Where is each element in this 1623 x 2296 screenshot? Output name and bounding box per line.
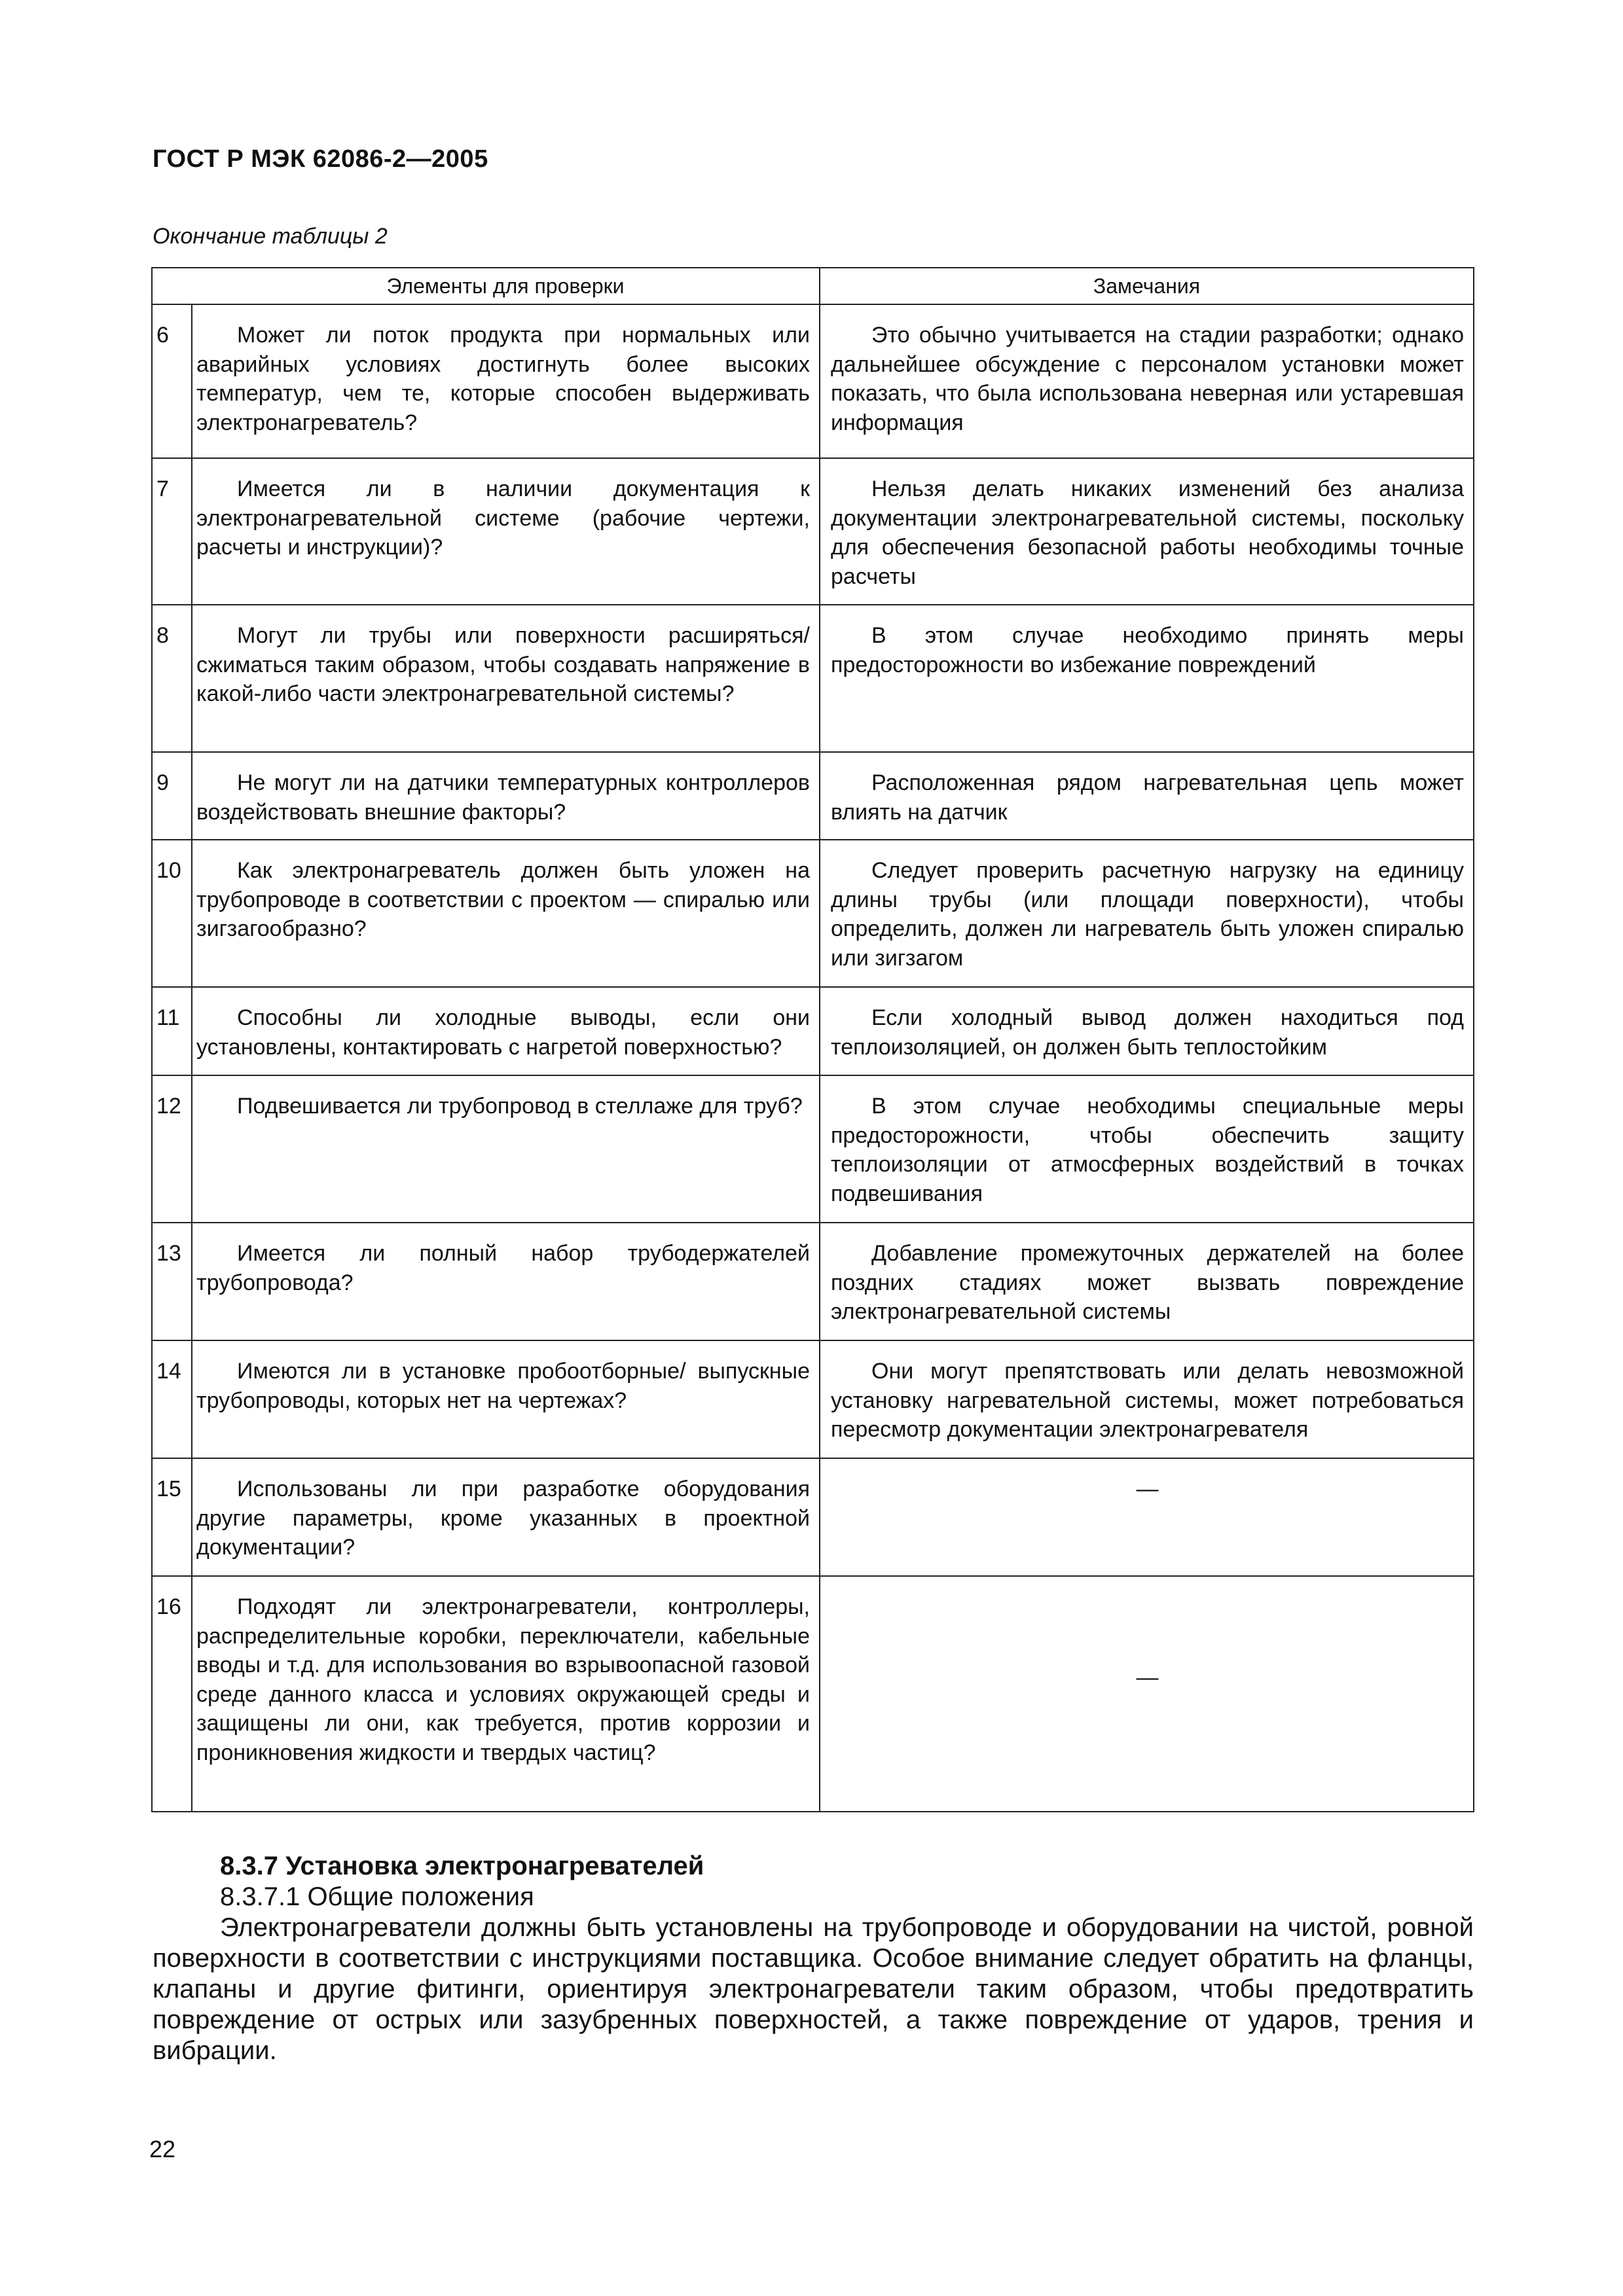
row-number: 11 <box>152 987 192 1075</box>
row-note-text: Расположенная рядом нагревательная цепь может влиять на датчик <box>831 770 1464 825</box>
row-note-text: Они могут препятствовать или делать невозможной установку нагревательной системы, может потребоваться пересмотр документации электронагревателя <box>831 1359 1464 1442</box>
row-note <box>820 605 1474 752</box>
row-note-text: Это обычно учитывается на стадии разработки; однако дальнейшее обсуждение с персоналом установки может показать, что была использована неверная или устаревшая информация <box>831 323 1464 435</box>
row-question-text: Могут ли трубы или поверхности расширяться/сжиматься таким образом, чтобы создавать напряжение в какой-либо части электронагревательной системы? <box>196 623 810 706</box>
table-row <box>152 752 1474 840</box>
section-paragraph: Электронагреватели должны быть установлены на трубопроводе и оборудовании на чистой, ровной поверхности в соответствии с инструкциями поставщика. Особое внимание следует обратить на фланцы, клапаны и другие фитинги, ориентируя электронагреватели таким образом, чтобы предотвратить повреждение от острых или зазубренных поверхностей, а также повреждение от ударов, трения и вибрации. <box>153 1913 1474 2065</box>
table-caption: Окончание таблицы 2 <box>153 224 388 249</box>
row-question-text: Подходят ли электронагреватели, контроллеры, распределительные коробки, переключатели, кабельные вводы и т.д. для использования во взрывоопасной газовой среде данного класса и условиях окружающей среды и защищены ли они, как требуется, против коррозии и проникновения жидкости и твердых частиц? <box>196 1594 810 1765</box>
row-number: 6 <box>152 304 192 458</box>
row-number: 12 <box>152 1075 192 1223</box>
row-question <box>192 1223 820 1340</box>
table-row <box>152 1223 1474 1340</box>
row-question-text: Способны ли холодные выводы, если они установлены, контактировать с нагретой поверхностью? <box>196 1005 810 1060</box>
row-question <box>192 304 820 458</box>
row-number: 10 <box>152 840 192 987</box>
row-note-text: Если холодный вывод должен находиться под теплоизоляцией, он должен быть теплостойким <box>831 1005 1464 1060</box>
document-designation: ГОСТ Р МЭК 62086-2—2005 <box>153 145 488 173</box>
row-note-text: В этом случае необходимо принять меры предосторожности во избежание повреждений <box>831 623 1464 677</box>
row-question-text: Использованы ли при разработке оборудования другие параметры, кроме указанных в проектной документации? <box>196 1477 810 1560</box>
table-row <box>152 1576 1474 1812</box>
header-items: Элементы для проверки <box>192 268 820 304</box>
row-question-text: Может ли поток продукта при нормальных или аварийных условиях достигнуть более высоких температур, чем те, которые способен выдерживать электронагреватель? <box>196 323 810 435</box>
row-note-text: В этом случае необходимы специальные меры предосторожности, чтобы обеспечить защиту теплоизоляции от атмосферных воздействий в точках подвешивания <box>831 1094 1464 1206</box>
section-body <box>153 1851 1474 2066</box>
table-row <box>152 304 1474 458</box>
row-note-text: Следует проверить расчетную нагрузку на единицу длины трубы (или площади поверхности), чтобы определить, должен ли нагреватель быть уложен спиралью или зигзагом <box>831 858 1464 971</box>
section-heading: 8.3.7 Установка электронагревателей <box>220 1852 704 1880</box>
table-row <box>152 1458 1474 1576</box>
table-row <box>152 1340 1474 1458</box>
row-note <box>820 840 1474 987</box>
row-note <box>820 1223 1474 1340</box>
row-question-text: Не могут ли на датчики температурных контроллеров воздействовать внешние факторы? <box>196 770 810 825</box>
row-question-text: Имеются ли в установке пробоотборные/ выпускные трубопроводы, которых нет на чертежах? <box>196 1359 810 1413</box>
table-row <box>152 605 1474 752</box>
row-number: 14 <box>152 1340 192 1458</box>
row-note-text: Добавление промежуточных держателей на более поздних стадиях может вызвать повреждение электронагревательной системы <box>831 1241 1464 1324</box>
row-number: 9 <box>152 752 192 840</box>
row-number: 16 <box>152 1576 192 1812</box>
header-number-cell <box>152 268 192 304</box>
row-question <box>192 752 820 840</box>
table-row <box>152 458 1474 605</box>
row-question-text: Имеется ли в наличии документация к электронагревательной системе (рабочие чертежи, расчеты и инструкции)? <box>196 476 810 560</box>
row-question <box>192 1576 820 1812</box>
table-row <box>152 1075 1474 1223</box>
table-row <box>152 987 1474 1075</box>
row-note <box>820 1075 1474 1223</box>
row-note <box>820 304 1474 458</box>
row-number: 8 <box>152 605 192 752</box>
checklist-table <box>151 267 1474 1812</box>
row-note <box>820 458 1474 605</box>
row-note <box>820 1576 1474 1812</box>
row-question <box>192 1340 820 1458</box>
row-question-text: Как электронагреватель должен быть уложен на трубопроводе в соответствии с проектом — спиралью или зигзагообразно? <box>196 858 810 941</box>
row-question <box>192 458 820 605</box>
row-note <box>820 1340 1474 1458</box>
header-notes: Замечания <box>820 268 1474 304</box>
row-question <box>192 840 820 987</box>
row-note-text: — <box>1136 1477 1159 1501</box>
row-question <box>192 987 820 1075</box>
row-note <box>820 752 1474 840</box>
row-note-text: Нельзя делать никаких изменений без анализа документации электронагревательной системы, поскольку для обеспечения безопасной работы необходимы точные расчеты <box>831 476 1464 589</box>
row-question <box>192 1075 820 1223</box>
row-note-text: — <box>1136 1664 1159 1690</box>
row-note <box>820 1458 1474 1576</box>
page-number: 22 <box>149 2136 176 2162</box>
row-question-text: Подвешивается ли трубопровод в стеллаже для труб? <box>237 1094 803 1119</box>
table-header-row <box>152 268 1474 304</box>
row-number: 7 <box>152 458 192 605</box>
section-subheading: 8.3.7.1 Общие положения <box>220 1882 534 1911</box>
row-note <box>820 987 1474 1075</box>
row-question <box>192 605 820 752</box>
row-number: 15 <box>152 1458 192 1576</box>
row-number: 13 <box>152 1223 192 1340</box>
row-question-text: Имеется ли полный набор трубодержателей трубопровода? <box>196 1241 810 1295</box>
row-question <box>192 1458 820 1576</box>
table-row <box>152 840 1474 987</box>
